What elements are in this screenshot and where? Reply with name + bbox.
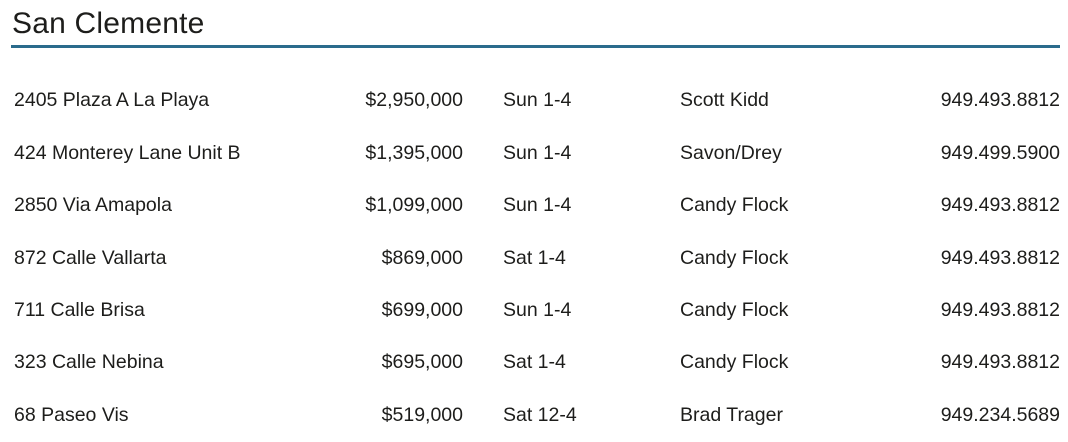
listing-address: 68 Paseo Vis [14, 403, 129, 426]
listing-row [14, 127, 1060, 179]
listings-table [14, 75, 1060, 442]
agent-name: Candy Flock [680, 299, 789, 322]
listing-row [14, 180, 1060, 232]
listing-price: $519,000 [381, 403, 463, 426]
listing-address: 323 Calle Nebina [14, 351, 164, 374]
agent-phone: 949.493.8812 [940, 351, 1060, 374]
page-title: San Clemente [12, 7, 205, 40]
open-house-time: Sun 1-4 [503, 141, 572, 164]
agent-name: Scott Kidd [680, 89, 769, 112]
agent-name: Brad Trager [680, 403, 783, 426]
listing-row [14, 232, 1060, 284]
listing-row [14, 75, 1060, 127]
listing-price: $2,950,000 [365, 89, 463, 112]
agent-name: Candy Flock [680, 194, 789, 217]
listing-row [14, 285, 1060, 337]
listing-price: $695,000 [381, 351, 463, 374]
agent-phone: 949.493.8812 [940, 246, 1060, 269]
open-house-time: Sun 1-4 [503, 89, 572, 112]
listing-price: $699,000 [381, 299, 463, 322]
agent-phone: 949.493.8812 [940, 89, 1060, 112]
open-house-time: Sat 1-4 [503, 351, 566, 374]
listing-address: 2850 Via Amapola [14, 194, 172, 217]
agent-phone: 949.234.5689 [940, 403, 1060, 426]
listing-price: $1,395,000 [365, 141, 463, 164]
listing-price: $869,000 [381, 246, 463, 269]
open-house-time: Sun 1-4 [503, 299, 572, 322]
listing-row [14, 389, 1060, 441]
title-underline [11, 45, 1060, 48]
listing-price: $1,099,000 [365, 194, 463, 217]
agent-phone: 949.493.8812 [940, 194, 1060, 217]
listing-address: 711 Calle Brisa [14, 299, 145, 322]
agent-name: Candy Flock [680, 246, 789, 269]
agent-name: Candy Flock [680, 351, 789, 374]
listing-address: 424 Monterey Lane Unit B [14, 141, 241, 164]
listing-address: 2405 Plaza A La Playa [14, 89, 210, 112]
listing-row [14, 337, 1060, 389]
agent-phone: 949.499.5900 [940, 141, 1060, 164]
agent-name: Savon/Drey [680, 141, 782, 164]
listing-address: 872 Calle Vallarta [14, 246, 167, 269]
open-house-time: Sat 1-4 [503, 246, 566, 269]
open-house-time: Sun 1-4 [503, 194, 572, 217]
open-house-time: Sat 12-4 [503, 403, 577, 426]
agent-phone: 949.493.8812 [940, 299, 1060, 322]
sheet-header [14, 7, 1060, 48]
